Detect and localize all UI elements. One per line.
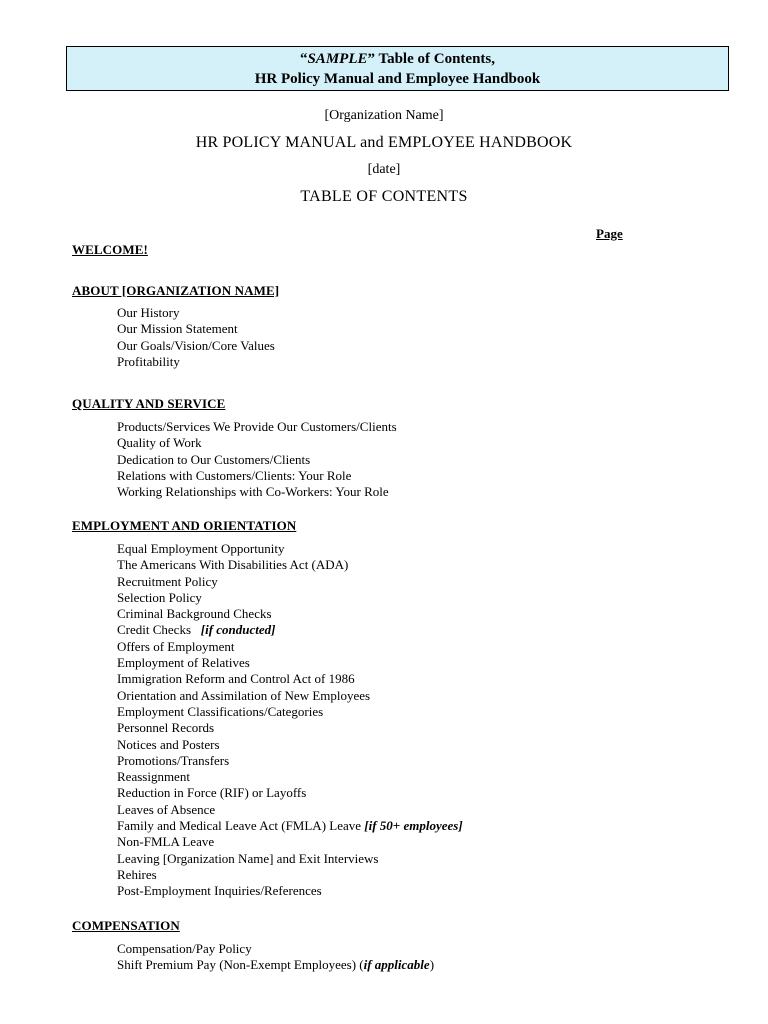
toc-item: Promotions/Transfers xyxy=(117,752,230,768)
toc-item: Orientation and Assimilation of New Employees xyxy=(117,687,371,703)
toc-item: Leaves of Absence xyxy=(117,801,216,817)
employment-items xyxy=(117,541,463,900)
section-heading-about: ABOUT [ORGANIZATION NAME] xyxy=(72,283,280,298)
quality-items xyxy=(117,419,397,500)
toc-item: Reduction in Force (RIF) or Layoffs xyxy=(117,785,307,801)
toc-item: Criminal Background Checks xyxy=(117,606,272,622)
toc-item-shift-premium xyxy=(117,957,434,973)
section-heading-employment: EMPLOYMENT AND ORIENTATION xyxy=(72,518,297,533)
toc-item-label: Family and Medical Leave Act (FMLA) Leave xyxy=(117,818,362,834)
toc-item: The Americans With Disabilities Act (ADA) xyxy=(117,557,349,573)
toc-item: Personnel Records xyxy=(117,720,215,736)
toc-item: Offers of Employment xyxy=(117,638,235,654)
sample-banner xyxy=(66,46,729,91)
toc-item: Notices and Posters xyxy=(117,736,220,752)
banner-line-2: HR Policy Manual and Employee Handbook xyxy=(254,71,541,87)
document-title: HR POLICY MANUAL and EMPLOYEE HANDBOOK xyxy=(195,134,573,151)
toc-item: Products/Services We Provide Our Customers/Clients xyxy=(117,419,397,434)
toc-item: Dedication to Our Customers/Clients xyxy=(117,451,311,467)
toc-item: Our Mission Statement xyxy=(117,321,238,337)
conditional-note: if applicable xyxy=(363,957,430,973)
banner-line-1 xyxy=(67,49,728,69)
about-items xyxy=(117,305,275,370)
conditional-note: [if 50+ employees] xyxy=(364,818,463,834)
toc-item: Compensation/Pay Policy xyxy=(117,941,252,956)
toc-item: Reassignment xyxy=(117,769,190,785)
toc-item-label: Credit Checks xyxy=(117,622,192,638)
toc-item: Post-Employment Inquiries/References xyxy=(117,883,322,899)
toc-item: Relations with Customers/Clients: Your Role xyxy=(117,467,352,483)
toc-item-fmla xyxy=(117,818,463,834)
banner-sample-word: SAMPLE xyxy=(307,51,368,67)
toc-item: Employment Classifications/Categories xyxy=(117,703,324,719)
page-column-header: Page xyxy=(596,226,623,241)
banner-line-1-rest: ” Table of Contents, xyxy=(367,51,496,67)
section-heading-compensation: COMPENSATION xyxy=(72,918,180,933)
compensation-items xyxy=(117,941,434,974)
toc-item: Our History xyxy=(117,305,180,320)
organization-name: [Organization Name] xyxy=(324,108,444,123)
toc-item: Selection Policy xyxy=(117,589,202,605)
toc-item: Working Relationships with Co-Workers: Your Role xyxy=(117,484,389,500)
banner-open-quote: “ xyxy=(299,51,308,67)
conditional-note: [if conducted] xyxy=(200,622,276,638)
toc-item: Recruitment Policy xyxy=(117,573,218,589)
toc-item: Quality of Work xyxy=(117,435,202,451)
toc-item-label: Shift Premium Pay (Non-Exempt Employees) ( xyxy=(117,957,364,973)
document-date: [date] xyxy=(367,162,401,177)
toc-title: TABLE OF CONTENTS xyxy=(300,188,468,205)
toc-item: Equal Employment Opportunity xyxy=(117,541,285,556)
toc-item-credit-checks xyxy=(117,622,463,638)
toc-item: Rehires xyxy=(117,866,157,882)
toc-item: Profitability xyxy=(117,353,180,369)
toc-item: Employment of Relatives xyxy=(117,655,250,671)
toc-item: Non-FMLA Leave xyxy=(117,834,215,850)
toc-item: Immigration Reform and Control Act of 1986 xyxy=(117,671,355,687)
toc-item: Leaving [Organization Name] and Exit Interviews xyxy=(117,850,379,866)
section-heading-quality: QUALITY AND SERVICE xyxy=(72,396,226,411)
closing-paren: ) xyxy=(429,957,435,973)
toc-item: Our Goals/Vision/Core Values xyxy=(117,337,275,353)
section-heading-welcome: WELCOME! xyxy=(72,242,148,257)
